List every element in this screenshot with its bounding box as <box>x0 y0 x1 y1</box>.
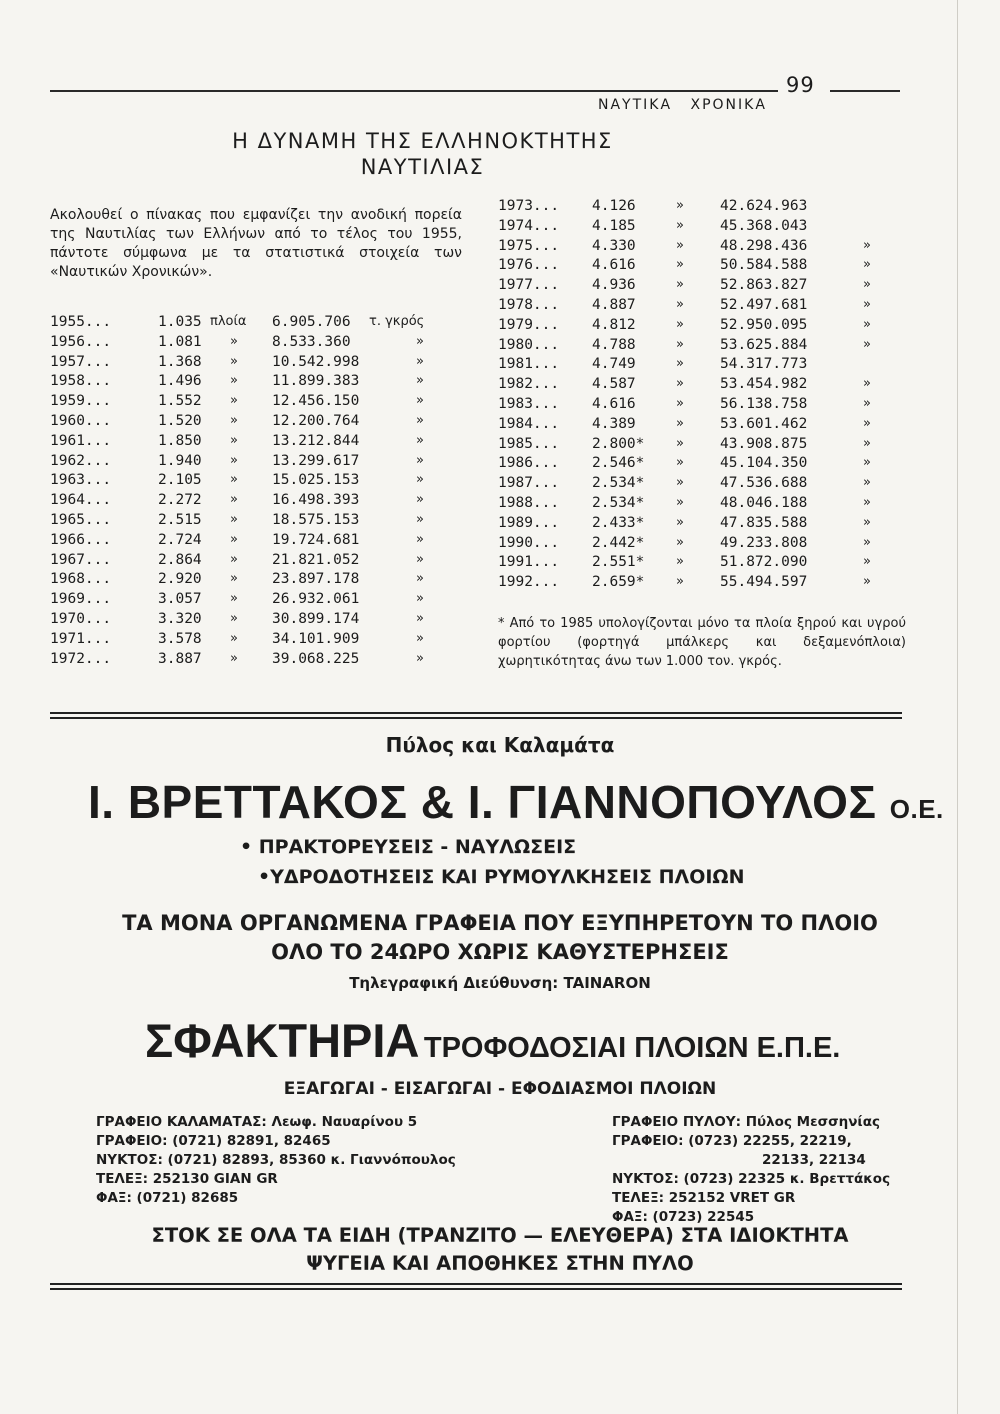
unit-cell: » <box>230 591 238 607</box>
ships-cell: 2.800* <box>592 435 645 452</box>
table-row <box>50 552 470 572</box>
unit-cell: » <box>676 435 684 451</box>
year-cell: 1982... <box>498 376 560 393</box>
office-line: ΓΡΑΦΕΙΟ ΠΥΛΟΥ: Πύλος Μεσσηνίας <box>612 1114 880 1130</box>
unit-cell: » <box>676 237 684 253</box>
year-cell: 1981... <box>498 356 560 373</box>
unit-cell: » <box>230 531 238 547</box>
tonnage-unit-cell: » <box>863 395 871 411</box>
table-row <box>498 475 898 495</box>
tonnage-cell: 55.494.597 <box>720 574 808 591</box>
ad-city: Πύλος και Καλαμάτα <box>385 733 615 757</box>
table-row <box>50 413 470 433</box>
page-number: 99 <box>786 73 815 97</box>
tonnage-unit-cell: » <box>416 610 424 626</box>
tonnage-cell: 54.317.773 <box>720 356 808 373</box>
year-cell: 1959... <box>50 393 112 410</box>
unit-cell: » <box>676 395 684 411</box>
tonnage-cell: 52.863.827 <box>720 277 808 294</box>
table-row <box>498 455 898 475</box>
unit-cell: » <box>230 393 238 409</box>
unit-cell: » <box>230 412 238 428</box>
unit-cell: » <box>230 452 238 468</box>
office-pylos <box>612 1113 890 1227</box>
ships-cell: 1.496 <box>158 373 202 390</box>
table-row <box>498 238 898 258</box>
year-cell: 1970... <box>50 610 112 627</box>
year-cell: 1969... <box>50 591 112 608</box>
table-row <box>498 257 898 277</box>
tonnage-cell: 45.104.350 <box>720 455 808 472</box>
year-cell: 1964... <box>50 492 112 509</box>
tonnage-cell: 39.068.225 <box>272 650 360 667</box>
table-row <box>498 218 898 238</box>
ships-cell: 3.320 <box>158 610 202 627</box>
unit-cell: » <box>676 277 684 293</box>
ships-cell: 2.920 <box>158 571 202 588</box>
table-row <box>50 532 470 552</box>
year-cell: 1987... <box>498 475 560 492</box>
year-cell: 1956... <box>50 333 112 350</box>
office-line: ΦΑΞ: (0721) 82685 <box>96 1190 239 1206</box>
table-row <box>498 515 898 535</box>
year-cell: 1961... <box>50 432 112 449</box>
tonnage-unit-cell: » <box>863 376 871 392</box>
tonnage-cell: 47.835.588 <box>720 514 808 531</box>
service-line-1: • ΠΡΑΚΤΟΡΕΥΣΕΙΣ - ΝΑΥΛΩΣΕΙΣ <box>240 836 577 858</box>
table-row <box>50 651 470 671</box>
table-row <box>50 453 470 473</box>
tonnage-unit-cell: » <box>863 257 871 273</box>
year-cell: 1975... <box>498 237 560 254</box>
article-title-line1: Η ΔΥΝΑΜΗ ΤΗΣ ΕΛΛΗΝΟΚΤΗΤΗΣ <box>232 129 613 153</box>
service-line-2: •ΥΔΡΟΔΟΤΗΣΕΙΣ ΚΑΙ ΡΥΜΟΥΛΚΗΣΕΙΣ ΠΛΟΙΩΝ <box>258 866 745 888</box>
unit-cell: » <box>230 551 238 567</box>
year-cell: 1977... <box>498 277 560 294</box>
ships-cell: 4.126 <box>592 198 636 214</box>
table-row <box>498 436 898 456</box>
tonnage-unit-cell: » <box>416 353 424 369</box>
table-row <box>50 393 470 413</box>
header-rule <box>50 90 778 92</box>
tonnage-unit-cell: » <box>863 237 871 253</box>
table-row <box>50 354 470 374</box>
tonnage-cell: 53.601.462 <box>720 415 808 432</box>
table-footnote: * Από το 1985 υπολογίζονται μόνο τα πλοία ξηρού και υγρού φορτίου (φορτηγά μπάλκερς και δεξαμενόπλοια) χωρητικότητας άνω των 1.000 τον. γκρός. <box>498 616 906 669</box>
unit-cell: » <box>230 630 238 646</box>
year-cell: 1958... <box>50 373 112 390</box>
tonnage-cell: 51.872.090 <box>720 554 808 571</box>
office-line: ΤΕΛΕΞ: 252152 VRET GR <box>612 1190 796 1206</box>
company-name: Ι. ΒΡΕΤΤΑΚΟΣ & Ι. ΓΙΑΝΝΟΠΟΥΛΟΣ <box>88 776 877 828</box>
tonnage-unit-cell: » <box>416 591 424 607</box>
table-row <box>498 297 898 317</box>
year-cell: 1988... <box>498 494 560 511</box>
unit-cell: » <box>230 432 238 448</box>
tonnage-unit-cell: » <box>416 373 424 389</box>
office-line: ΝΥΚΤΟΣ: (0723) 22325 κ. Βρεττάκος <box>612 1171 891 1187</box>
year-cell: 1967... <box>50 551 112 568</box>
ships-cell: 2.659* <box>592 574 645 591</box>
ships-cell: 2.442* <box>592 534 645 551</box>
year-cell: 1979... <box>498 316 560 333</box>
tonnage-cell: 12.200.764 <box>272 412 360 429</box>
ad-bottom-rule <box>50 1283 902 1290</box>
table-row <box>498 356 898 376</box>
year-cell: 1972... <box>50 650 112 667</box>
ships-cell: 1.552 <box>158 393 202 410</box>
tonnage-cell: 47.536.688 <box>720 475 808 492</box>
second-company-rest: ΤΡΟΦΟΔΟΣΙΑΙ ΠΛΟΙΩΝ Ε.Π.Ε. <box>423 1032 841 1064</box>
year-cell: 1984... <box>498 415 560 432</box>
unit-cell: » <box>676 336 684 352</box>
tonnage-cell: 16.498.393 <box>272 492 360 509</box>
ships-cell: 2.551* <box>592 554 645 571</box>
ships-cell: 2.724 <box>158 531 202 548</box>
tonnage-cell: 30.899.174 <box>272 610 360 627</box>
unit-cell: » <box>676 356 684 372</box>
tonnage-cell: 12.456.150 <box>272 393 360 410</box>
table-row <box>50 433 470 453</box>
ships-cell: 3.887 <box>158 650 202 667</box>
article-intro: Ακολουθεί ο πίνακας που εμφανίζει την ανοδική πορεία της Ναυτιλίας των Ελλήνων από το τέλος του 1955, πάντοτε σύμφωνα με τα στατιστικά στοιχεία των «Ναυτικών Χρονικών». <box>50 207 462 280</box>
table-row <box>498 376 898 396</box>
tonnage-cell: 42.624.963 <box>720 198 808 214</box>
tonnage-cell: 43.908.875 <box>720 435 808 452</box>
tonnage-cell: 21.821.052 <box>272 551 360 568</box>
tonnage-cell: 23.897.178 <box>272 571 360 588</box>
table-row <box>50 631 470 651</box>
unit-cell: » <box>230 650 238 666</box>
page-edge <box>957 0 958 1414</box>
tonnage-unit-cell: » <box>863 296 871 312</box>
stock-line2: ΨΥΓΕΙΑ ΚΑΙ ΑΠΟΘΗΚΕΣ ΣΤΗΝ ΠΥΛΟ <box>306 1252 694 1275</box>
unit-cell: » <box>676 296 684 312</box>
ships-cell: 2.534* <box>592 475 645 492</box>
exports-line: ΕΞΑΓΩΓΑΙ - ΕΙΣΑΓΩΓΑΙ - ΕΦΟΔΙΑΣΜΟΙ ΠΛΟΙΩΝ <box>283 1079 717 1099</box>
tonnage-unit-cell: » <box>863 574 871 590</box>
tonnage-unit-cell: » <box>416 511 424 527</box>
tonnage-unit-cell: » <box>863 316 871 332</box>
tonnage-unit-cell: » <box>416 432 424 448</box>
tonnage-cell: 48.046.188 <box>720 494 808 511</box>
table-row <box>498 416 898 436</box>
ships-cell: 4.749 <box>592 356 636 373</box>
tonnage-unit-cell: » <box>863 475 871 491</box>
tonnage-unit-cell: » <box>863 415 871 431</box>
tonnage-unit-cell: » <box>863 514 871 530</box>
ships-cell: 2.534* <box>592 494 645 511</box>
tonnage-unit-cell: » <box>416 650 424 666</box>
tonnage-cell: 50.584.588 <box>720 257 808 274</box>
article-title-line2: ΝΑΥΤΙΛΙΑΣ <box>360 155 485 179</box>
year-cell: 1986... <box>498 455 560 472</box>
tonnage-unit-cell: » <box>863 435 871 451</box>
unit-cell: » <box>676 574 684 590</box>
ships-cell: 2.546* <box>592 455 645 472</box>
unit-cell: » <box>676 316 684 332</box>
ships-cell: 1.368 <box>158 353 202 370</box>
year-cell: 1992... <box>498 574 560 591</box>
ships-cell: 4.788 <box>592 336 636 353</box>
slogan-line2: ΟΛΟ ΤΟ 24ΩΡΟ ΧΩΡΙΣ ΚΑΘΥΣΤΕΡΗΣΕΙΣ <box>271 940 729 964</box>
year-cell: 1968... <box>50 571 112 588</box>
fleet-table-right <box>498 198 898 594</box>
table-row <box>498 495 898 515</box>
company-suffix: Ο.Ε. <box>889 794 944 824</box>
table-row <box>50 373 470 393</box>
unit-cell: » <box>676 514 684 530</box>
ships-cell: 2.272 <box>158 492 202 509</box>
tonnage-cell: 48.298.436 <box>720 237 808 254</box>
unit-cell: » <box>676 534 684 550</box>
table-row <box>498 554 898 574</box>
tonnage-unit-cell: » <box>416 333 424 349</box>
year-cell: 1980... <box>498 336 560 353</box>
tonnage-cell: 11.899.383 <box>272 373 360 390</box>
year-cell: 1962... <box>50 452 112 469</box>
year-cell: 1965... <box>50 511 112 528</box>
ships-cell: 2.515 <box>158 511 202 528</box>
tonnage-unit-cell: » <box>416 531 424 547</box>
tonnage-cell: 52.950.095 <box>720 316 808 333</box>
year-cell: 1989... <box>498 514 560 531</box>
year-cell: 1966... <box>50 531 112 548</box>
year-cell: 1974... <box>498 217 560 234</box>
table-row <box>50 571 470 591</box>
second-company <box>145 1013 840 1068</box>
office-line: ΤΕΛΕΞ: 252130 GIAN GR <box>96 1171 278 1187</box>
ad-slogan <box>0 909 1000 967</box>
unit-cell: πλοία <box>210 314 247 329</box>
year-cell: 1963... <box>50 472 112 489</box>
header-rule-right <box>830 90 900 92</box>
tonnage-cell: 53.454.982 <box>720 376 808 393</box>
ships-cell: 4.616 <box>592 257 636 274</box>
tonnage-unit-cell: τ. γκρός <box>369 314 425 329</box>
unit-cell: » <box>676 376 684 392</box>
unit-cell: » <box>676 554 684 570</box>
tonnage-cell: 52.497.681 <box>720 296 808 313</box>
year-cell: 1978... <box>498 296 560 313</box>
tonnage-cell: 15.025.153 <box>272 472 360 489</box>
unit-cell: » <box>230 333 238 349</box>
tonnage-unit-cell: » <box>416 452 424 468</box>
tonnage-unit-cell: » <box>416 551 424 567</box>
slogan-line1: ΤΑ ΜΟΝΑ ΟΡΓΑΝΩΜΕΝΑ ΓΡΑΦΕΙΑ ΠΟΥ ΕΞΥΠΗΡΕΤΟΥΝ ΤΟ ΠΛΟΙΟ <box>122 911 878 935</box>
telegraph-address: Τηλεγραφική Διεύθυνση: TAINARON <box>349 974 651 992</box>
unit-cell: » <box>676 475 684 491</box>
table-row <box>498 535 898 555</box>
year-cell: 1991... <box>498 554 560 571</box>
article-title <box>130 128 715 180</box>
tonnage-cell: 18.575.153 <box>272 511 360 528</box>
year-cell: 1985... <box>498 435 560 452</box>
ships-cell: 4.330 <box>592 237 636 254</box>
office-kalamata <box>96 1113 456 1208</box>
ships-cell: 2.864 <box>158 551 202 568</box>
unit-cell: » <box>676 455 684 471</box>
unit-cell: » <box>230 492 238 508</box>
unit-cell: » <box>230 353 238 369</box>
journal-name: ΝΑΥΤΙΚΑ ΧΡΟΝΙΚΑ <box>598 97 767 113</box>
tonnage-cell: 19.724.681 <box>272 531 360 548</box>
unit-cell: » <box>676 217 684 233</box>
year-cell: 1960... <box>50 412 112 429</box>
tonnage-cell: 49.233.808 <box>720 534 808 551</box>
unit-cell: » <box>230 373 238 389</box>
table-row <box>498 337 898 357</box>
ships-cell: 4.389 <box>592 415 636 432</box>
fleet-table-left <box>50 314 470 670</box>
ships-cell: 4.812 <box>592 316 636 333</box>
ships-cell: 2.105 <box>158 472 202 489</box>
ships-cell: 2.433* <box>592 514 645 531</box>
tonnage-cell: 53.625.884 <box>720 336 808 353</box>
table-row <box>498 396 898 416</box>
office-line: ΓΡΑΦΕΙΟ ΚΑΛΑΜΑΤΑΣ: Λεωφ. Ναυαρίνου 5 <box>96 1114 418 1130</box>
unit-cell: » <box>676 257 684 273</box>
year-cell: 1971... <box>50 630 112 647</box>
tonnage-unit-cell: » <box>416 630 424 646</box>
table-row <box>50 334 470 354</box>
table-row <box>50 512 470 532</box>
ships-cell: 4.587 <box>592 376 636 393</box>
unit-cell: » <box>676 198 684 213</box>
year-cell: 1957... <box>50 353 112 370</box>
tonnage-cell: 13.299.617 <box>272 452 360 469</box>
tonnage-unit-cell: » <box>416 472 424 488</box>
ad-company-name <box>88 775 944 829</box>
table-row <box>498 574 898 594</box>
office-line: ΦΑΞ: (0723) 22545 <box>612 1209 755 1225</box>
table-row <box>50 314 470 334</box>
unit-cell: » <box>230 610 238 626</box>
unit-cell: » <box>676 415 684 431</box>
ships-cell: 4.936 <box>592 277 636 294</box>
unit-cell: » <box>230 571 238 587</box>
tonnage-cell: 26.932.061 <box>272 591 360 608</box>
table-row <box>50 492 470 512</box>
tonnage-unit-cell: » <box>416 492 424 508</box>
ships-cell: 3.578 <box>158 630 202 647</box>
second-company-name: ΣΦΑΚΤΗΡΙΑ <box>145 1014 420 1067</box>
tonnage-cell: 6.905.706 <box>272 314 351 330</box>
year-cell: 1976... <box>498 257 560 274</box>
ships-cell: 4.887 <box>592 296 636 313</box>
year-cell: 1990... <box>498 534 560 551</box>
ships-cell: 1.081 <box>158 333 202 350</box>
table-row <box>498 198 898 218</box>
office-line: ΓΡΑΦΕΙΟ: (0721) 82891, 82465 <box>96 1133 331 1149</box>
ships-cell: 4.185 <box>592 217 636 234</box>
ships-cell: 1.520 <box>158 412 202 429</box>
office-line: 22133, 22134 <box>762 1152 866 1168</box>
tonnage-unit-cell: » <box>416 571 424 587</box>
table-row <box>50 611 470 631</box>
ships-cell: 3.057 <box>158 591 202 608</box>
ships-cell: 1.850 <box>158 432 202 449</box>
tonnage-unit-cell: » <box>416 393 424 409</box>
unit-cell: » <box>230 511 238 527</box>
tonnage-cell: 45.368.043 <box>720 217 808 234</box>
office-line: ΓΡΑΦΕΙΟ: (0723) 22255, 22219, <box>612 1133 852 1149</box>
table-row <box>50 591 470 611</box>
year-cell: 1973... <box>498 198 560 214</box>
tonnage-cell: 56.138.758 <box>720 395 808 412</box>
unit-cell: » <box>230 472 238 488</box>
table-row <box>50 472 470 492</box>
year-cell: 1983... <box>498 395 560 412</box>
tonnage-cell: 8.533.360 <box>272 333 351 350</box>
office-line: ΝΥΚΤΟΣ: (0721) 82893, 85360 κ. Γιαννόπουλος <box>96 1152 456 1168</box>
ships-cell: 1.940 <box>158 452 202 469</box>
ships-cell: 1.035 <box>158 314 202 330</box>
tonnage-cell: 10.542.998 <box>272 353 360 370</box>
stock-notice <box>0 1222 1000 1278</box>
ships-cell: 4.616 <box>592 395 636 412</box>
table-row <box>498 277 898 297</box>
tonnage-unit-cell: » <box>863 336 871 352</box>
tonnage-cell: 34.101.909 <box>272 630 360 647</box>
tonnage-unit-cell: » <box>863 534 871 550</box>
year-cell: 1955... <box>50 314 112 330</box>
tonnage-cell: 13.212.844 <box>272 432 360 449</box>
tonnage-unit-cell: » <box>863 494 871 510</box>
tonnage-unit-cell: » <box>416 412 424 428</box>
stock-line1: ΣΤΟΚ ΣΕ ΟΛΑ ΤΑ ΕΙΔΗ (ΤΡΑΝΖΙΤΟ — ΕΛΕΥΘΕΡΑ) ΣΤΑ ΙΔΙΟΚΤΗΤΑ <box>151 1224 849 1247</box>
tonnage-unit-cell: » <box>863 455 871 471</box>
table-row <box>498 317 898 337</box>
unit-cell: » <box>676 494 684 510</box>
tonnage-unit-cell: » <box>863 554 871 570</box>
tonnage-unit-cell: » <box>863 277 871 293</box>
ad-top-rule <box>50 712 902 719</box>
